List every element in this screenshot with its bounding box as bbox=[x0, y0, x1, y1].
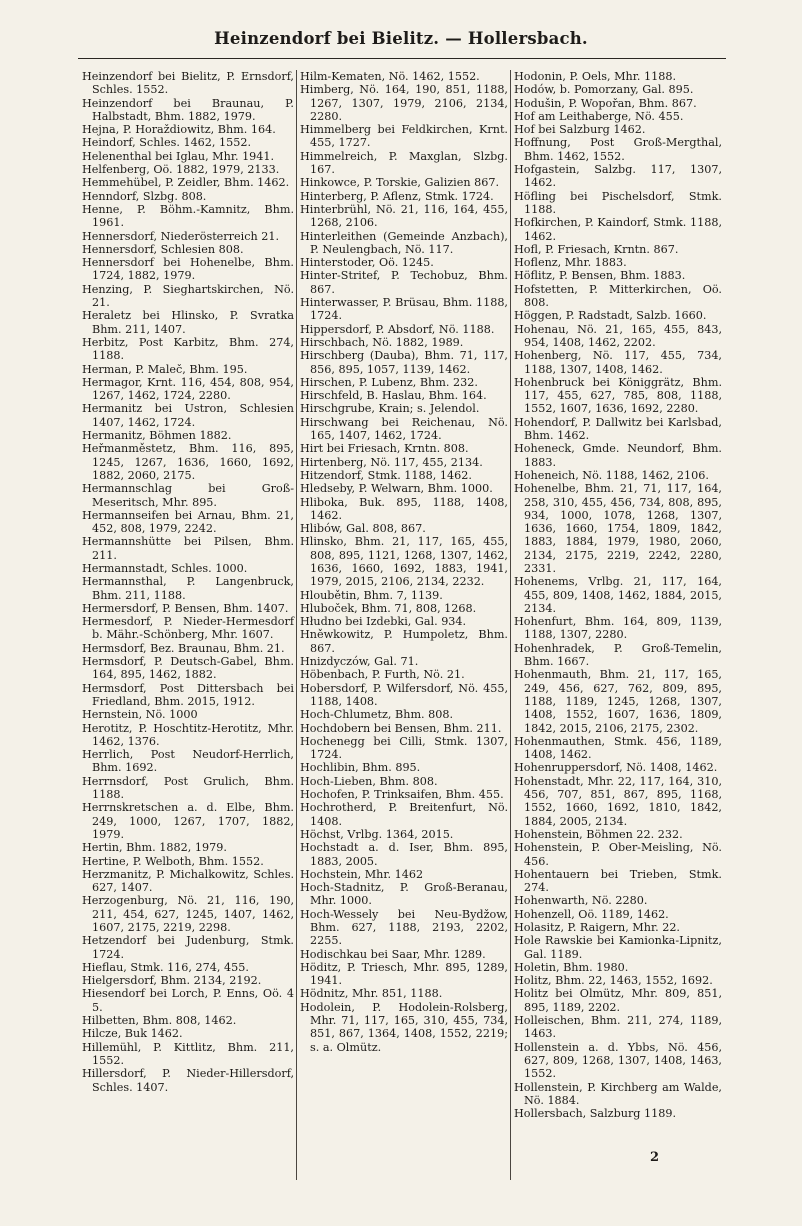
column-middle bbox=[296, 70, 510, 1180]
index-entry: Hněwkowitz, P. Humpoletz, Bhm. 867. bbox=[300, 628, 508, 655]
index-entry: Hillemühl, P. Kittlitz, Bhm. 211, 1552. bbox=[82, 1040, 294, 1067]
index-entry: Hofstetten, P. Mitterkirchen, Oö. 808. bbox=[514, 282, 722, 310]
index-entry: Hodischkau bei Saar, Mhr. 1289. bbox=[300, 947, 486, 961]
index-entry: Hilm-Kematen, Nö. 1462, 1552. bbox=[300, 70, 480, 83]
index-entry: Hirschfeld, B. Haslau, Bhm. 164. bbox=[300, 389, 487, 403]
index-entry: Höchst, Vrlbg. 1364, 2015. bbox=[300, 827, 454, 841]
index-entry: Henzing, P. Sieghartskirchen, Nö. 21. bbox=[82, 282, 294, 310]
index-entry: Hohenstein, Böhmen 22. 232. bbox=[514, 827, 683, 841]
index-entry: Hodušin, P. Wopořan, Bhm. 867. bbox=[514, 96, 697, 110]
index-entry: Heinzendorf bei Braunau, P. Halbstadt, Bhm. 1882, 1979. bbox=[82, 96, 294, 123]
index-entry: Hłudno bei Izdebki, Gal. 934. bbox=[300, 615, 467, 629]
index-entry: Hnizdyczów, Gal. 71. bbox=[300, 655, 419, 669]
index-entry: Hofkirchen, P. Kaindorf, Stmk. 1188, 1462. bbox=[514, 216, 722, 243]
index-entry: Hirt bei Friesach, Krntn. 808. bbox=[300, 442, 469, 456]
column-left bbox=[82, 70, 296, 1180]
index-entry: Hlinsko, Bhm. 21, 117, 165, 455, 808, 895, 1121, 1268, 1307, 1462, 1636, 1660, 1692, 1883, 1941, 1979, 2015, 2106, 2134, 2232. bbox=[300, 535, 508, 589]
index-entry: Hermsdorf, Post Dittersbach bei Friedland, Bhm. 2015, 1912. bbox=[82, 681, 294, 708]
index-entry: Helenenthal bei Iglau, Mhr. 1941. bbox=[82, 149, 275, 163]
index-entry: Hoflenz, Mhr. 1883. bbox=[514, 256, 627, 270]
index-entry: Hoch-Wessely bei Neu-Bydžow, Bhm. 627, 1188, 2193, 2202, 2255. bbox=[300, 907, 508, 948]
index-entry: Helfenberg, Oö. 1882, 1979, 2133. bbox=[82, 163, 280, 177]
index-entry: Hodolein, P. Hodolein-Rolsberg, Mhr. 71, 117, 165, 310, 455, 734, 851, 867, 1364, 1408, 1552, 2219; s. a. Olmütz. bbox=[300, 1000, 508, 1054]
index-entry: Herotitz, P. Hoschtitz-Herotitz, Mhr. 1462, 1376. bbox=[82, 721, 294, 748]
index-entry: Hermesdorf, P. Nieder-Hermesdorf b. Mähr.-Schönberg, Mhr. 1607. bbox=[82, 615, 294, 642]
index-entry: Höditz, P. Triesch, Mhr. 895, 1289, 1941. bbox=[300, 960, 508, 988]
index-entry: Hermannsthal, P. Langenbruck, Bhm. 211, 1188. bbox=[82, 575, 294, 602]
index-entry: Hirschberg (Dauba), Bhm. 71, 117, 856, 895, 1057, 1139, 1462. bbox=[300, 349, 508, 376]
index-entry: Hertine, P. Welboth, Bhm. 1552. bbox=[82, 854, 264, 868]
index-entry: Holetin, Bhm. 1980. bbox=[514, 960, 629, 974]
index-entry: Hermanitz bei Ustron, Schlesien 1407, 1462, 1724. bbox=[82, 402, 294, 429]
index-entry: Hof bei Salzburg 1462. bbox=[514, 123, 646, 137]
index-entry: Hohenfurt, Bhm. 164, 809, 1139, 1188, 1307, 2280. bbox=[514, 615, 722, 642]
index-entry: Holitz, Bhm. 22, 1463, 1552, 1692. bbox=[514, 974, 713, 988]
index-entry: Herrnskretschen a. d. Elbe, Bhm. 249, 1000, 1267, 1707, 1882, 1979. bbox=[82, 801, 294, 841]
index-entry: Hemmehübel, P. Zeidler, Bhm. 1462. bbox=[82, 176, 290, 190]
index-entry: Hielgersdorf, Bhm. 2134, 2192. bbox=[82, 974, 262, 988]
index-entry: Hohenstein, P. Ober-Meisling, Nö. 456. bbox=[514, 841, 722, 868]
index-entry: Hermannseifen bei Arnau, Bhm. 21, 452, 808, 1979, 2242. bbox=[82, 508, 294, 536]
index-entry: Hinterstoder, Oö. 1245. bbox=[300, 256, 434, 270]
index-entry: Heřmanměstetz, Bhm. 116, 895, 1245, 1267, 1636, 1660, 1692, 1882, 2060, 2175. bbox=[82, 442, 294, 482]
index-entry: Höflitz, P. Bensen, Bhm. 1883. bbox=[514, 269, 686, 283]
index-entry: Hochrotherd, P. Breitenfurt, Nö. 1408. bbox=[300, 801, 508, 828]
index-entry: Hohenzell, Oö. 1189, 1462. bbox=[514, 907, 669, 921]
index-entry: Himmelreich, P. Maxglan, Slzbg. 167. bbox=[300, 149, 508, 177]
index-entry: Hoheneck, Gmde. Neundorf, Bhm. 1883. bbox=[514, 442, 722, 469]
index-entry: Heinzendorf bei Bielitz, P. Ernsdorf, Schles. 1552. bbox=[82, 70, 294, 97]
index-entry: Hilcze, Buk 1462. bbox=[82, 1027, 183, 1041]
index-entry: Hohenmauthen, Stmk. 456, 1189, 1408, 1462. bbox=[514, 734, 722, 762]
index-entry: Hochlibin, Bhm. 895. bbox=[300, 761, 421, 775]
index-entry: Hirschbach, Nö. 1882, 1989. bbox=[300, 335, 464, 349]
index-entry: Hermanitz, Böhmen 1882. bbox=[82, 429, 232, 443]
index-entry: Hejna, P. Horaždiowitz, Bhm. 164. bbox=[82, 123, 276, 137]
index-entry: Hoch-Chlumetz, Bhm. 808. bbox=[300, 708, 454, 722]
index-entry: Hochstadt a. d. Iser, Bhm. 895, 1883, 2005. bbox=[300, 841, 508, 868]
index-entry: Hermersdorf, P. Bensen, Bhm. 1407. bbox=[82, 601, 289, 615]
page-header bbox=[0, 29, 802, 48]
index-entry: Hodonin, P. Oels, Mhr. 1188. bbox=[514, 70, 677, 83]
index-entry: Holitz bei Olmütz, Mhr. 809, 851, 895, 1189, 2202. bbox=[514, 987, 722, 1014]
index-entry: Hennersdorf, Niederösterreich 21. bbox=[82, 229, 280, 243]
index-entry: Hohenruppersdorf, Nö. 1408, 1462. bbox=[514, 761, 718, 775]
index-entry: Hohendorf, P. Dallwitz bei Karlsbad, Bhm. 1462. bbox=[514, 415, 722, 443]
index-entry: Höbenbach, P. Furth, Nö. 21. bbox=[300, 668, 465, 682]
index-entry: Hliboka, Buk. 895, 1188, 1408, 1462. bbox=[300, 495, 508, 522]
index-entry: Hinkowce, P. Torskie, Galizien 867. bbox=[300, 176, 500, 190]
index-entry: Henne, P. Böhm.-Kamnitz, Bhm. 1961. bbox=[82, 202, 294, 230]
index-entry: Hochenegg bei Cilli, Stmk. 1307, 1724. bbox=[300, 734, 508, 762]
index-entry: Heindorf, Schles. 1462, 1552. bbox=[82, 136, 252, 150]
index-entry: Hirtenberg, Nö. 117, 455, 2134. bbox=[300, 455, 483, 469]
index-entry: Hohenhradek, P. Groß-Temelin, Bhm. 1667. bbox=[514, 641, 722, 669]
index-entry: Hennersdorf bei Hohenelbe, Bhm. 1724, 1882, 1979. bbox=[82, 256, 294, 283]
index-entry: Höggen, P. Radstadt, Salzb. 1660. bbox=[514, 309, 707, 323]
index-entry: Hochdobern bei Bensen, Bhm. 211. bbox=[300, 721, 502, 735]
index-entry: Hernstein, Nö. 1000 bbox=[82, 708, 198, 722]
index-entry: Hoch-Stadnitz, P. Groß-Beranau, Mhr. 1000. bbox=[300, 881, 508, 908]
index-entry: Hennersdorf, Schlesien 808. bbox=[82, 242, 244, 256]
index-entry: Hinter-Stritef, P. Techobuz, Bhm. 867. bbox=[300, 269, 508, 296]
index-entry: Hohenstadt, Mhr. 22, 117, 164, 310, 456, 707, 851, 867, 895, 1168, 1552, 1660, 1692, 1810, 1842, 1884, 2005, 2134. bbox=[514, 774, 722, 828]
index-entry: Hohenmauth, Bhm. 21, 117, 165, 249, 456, 627, 762, 809, 895, 1188, 1189, 1245, 1268, 1307, 1408, 1552, 1607, 1636, 1809, 1842, 2015, 2106, 2175, 2302. bbox=[514, 668, 722, 735]
index-entry: Hinterleithen (Gemeinde Anzbach), P. Neulengbach, Nö. 117. bbox=[300, 229, 508, 256]
index-entry: Hochstein, Mhr. 1462 bbox=[300, 867, 424, 881]
index-entry: Hinterberg, P. Aflenz, Stmk. 1724. bbox=[300, 189, 494, 203]
page-number: 2 bbox=[650, 1150, 660, 1165]
index-entry: Henndorf, Slzbg. 808. bbox=[82, 189, 207, 203]
index-entry: Hledseby, P. Welwarn, Bhm. 1000. bbox=[300, 482, 493, 496]
index-entry: Heraletz bei Hlinsko, P. Svratka Bhm. 211, 1407. bbox=[82, 309, 294, 336]
index-entry: Hödnitz, Mhr. 851, 1188. bbox=[300, 987, 443, 1001]
index-entry: Hollenstein a. d. Ybbs, Nö. 456, 627, 809, 1268, 1307, 1408, 1463, 1552. bbox=[514, 1040, 722, 1081]
index-entry: Hirschgrube, Krain; s. Jelendol. bbox=[300, 402, 480, 416]
index-entry: Hippersdorf, P. Absdorf, Nö. 1188. bbox=[300, 322, 495, 336]
index-entry: Hoheneich, Nö. 1188, 1462, 2106. bbox=[514, 468, 709, 482]
index-entry: Hole Rawskie bei Kamionka-Lipnitz, Gal. 1189. bbox=[514, 934, 722, 961]
index-entry: Hermsdorf, Bez. Braunau, Bhm. 21. bbox=[82, 641, 285, 655]
index-entry: Herrlich, Post Neudorf-Herrlich, Bhm. 1692. bbox=[82, 748, 294, 775]
index-entry: Hilbetten, Bhm. 808, 1462. bbox=[82, 1014, 237, 1028]
running-head-title: Heinzendorf bei Bielitz. — Hollersbach. bbox=[214, 29, 588, 48]
index-entry: Hohenwarth, Nö. 2280. bbox=[514, 894, 648, 908]
index-entry: Hinterbrühl, Nö. 21, 116, 164, 455, 1268, 2106. bbox=[300, 202, 508, 230]
index-entry: Hermannstadt, Schles. 1000. bbox=[82, 561, 248, 575]
index-entry: Hofl, P. Friesach, Krntn. 867. bbox=[514, 242, 679, 256]
index-entry: Hohenems, Vrlbg. 21, 117, 164, 455, 809, 1408, 1462, 1884, 2015, 2134. bbox=[514, 575, 722, 615]
index-entry: Hetzendorf bei Judenburg, Stmk. 1724. bbox=[82, 934, 294, 961]
index-entry: Hertin, Bhm. 1882, 1979. bbox=[82, 841, 227, 855]
header-rule bbox=[78, 58, 726, 59]
index-entry: Herrnsdorf, Post Grulich, Bhm. 1188. bbox=[82, 774, 294, 802]
index-entry: Hohenelbe, Bhm. 21, 71, 117, 164, 258, 310, 455, 456, 734, 808, 895, 934, 1000, 1078, 1268, 1307, 1636, 1660, 1754, 1809, 1842, 1883, 1884, 1979, 1980, 2060, 2134, 2175, 2219, 2242, 2280, 2331. bbox=[514, 482, 722, 575]
index-columns bbox=[82, 70, 730, 1180]
index-entry: Hodów, b. Pomorzany, Gal. 895. bbox=[514, 83, 694, 97]
index-entry: Hofgastein, Salzbg. 117, 1307, 1462. bbox=[514, 163, 722, 190]
index-entry: Hermagor, Krnt. 116, 454, 808, 954, 1267, 1462, 1724, 2280. bbox=[82, 375, 294, 403]
index-entry: Hlibów, Gal. 808, 867. bbox=[300, 522, 426, 536]
index-entry: Hoffnung, Post Groß-Mergthal, Bhm. 1462, 1552. bbox=[514, 136, 722, 163]
index-entry: Hillersdorf, P. Nieder-Hillersdorf, Schles. 1407. bbox=[82, 1067, 294, 1094]
index-entry: Hermannshütte bei Pilsen, Bhm. 211. bbox=[82, 535, 294, 562]
index-entry: Hiesendorf bei Lorch, P. Enns, Oö. 4 5. bbox=[82, 987, 294, 1014]
index-entry: Herzmanitz, P. Michalkowitz, Schles. 627, 1407. bbox=[82, 867, 294, 895]
index-entry: Hohenau, Nö. 21, 165, 455, 843, 954, 1408, 1462, 2202. bbox=[514, 322, 722, 349]
index-entry: Hobersdorf, P. Wilfersdorf, Nö. 455, 1188, 1408. bbox=[300, 681, 508, 708]
index-entry: Herzogenburg, Nö. 21, 116, 190, 211, 454, 627, 1245, 1407, 1462, 1607, 2175, 2219, 2298. bbox=[82, 894, 294, 934]
column-right bbox=[510, 70, 724, 1180]
index-entry: Holleischen, Bhm. 211, 274, 1189, 1463. bbox=[514, 1014, 722, 1041]
index-entry: Hof am Leithaberge, Nö. 455. bbox=[514, 109, 684, 123]
index-entry: Hoch-Lieben, Bhm. 808. bbox=[300, 774, 438, 788]
index-entry: Hohentauern bei Trieben, Stmk. 274. bbox=[514, 867, 722, 895]
index-entry: Hermsdorf, P. Deutsch-Gabel, Bhm. 164, 895, 1462, 1882. bbox=[82, 655, 294, 682]
index-entry: Hirschen, P. Lubenz, Bhm. 232. bbox=[300, 375, 478, 389]
index-entry: Himberg, Nö. 164, 190, 851, 1188, 1267, 1307, 1979, 2106, 2134, 2280. bbox=[300, 83, 508, 123]
index-entry: Herman, P. Maleč, Bhm. 195. bbox=[82, 362, 248, 376]
index-entry: Hluboček, Bhm. 71, 808, 1268. bbox=[300, 601, 477, 615]
index-entry: Hinterwasser, P. Brüsau, Bhm. 1188, 1724. bbox=[300, 296, 508, 323]
index-entry: Hochofen, P. Trinksaifen, Bhm. 455. bbox=[300, 788, 504, 802]
index-entry: Herbitz, Post Karbitz, Bhm. 274, 1188. bbox=[82, 335, 294, 363]
index-entry: Holasitz, P. Raigern, Mhr. 22. bbox=[514, 921, 680, 934]
index-entry: Höfling bei Pischelsdorf, Stmk. 1188. bbox=[514, 189, 722, 216]
index-entry: Hollersbach, Salzburg 1189. bbox=[514, 1107, 677, 1121]
index-entry: Hirschwang bei Reichenau, Nö. 165, 1407, 1462, 1724. bbox=[300, 415, 508, 443]
index-entry: Hermannschlag bei Groß-Meseritsch, Mhr. 895. bbox=[82, 482, 294, 509]
index-entry: Himmelberg bei Feldkirchen, Krnt. 455, 1727. bbox=[300, 123, 508, 150]
index-entry: Hieflau, Stmk. 116, 274, 455. bbox=[82, 960, 249, 974]
index-entry: Hollenstein, P. Kirchberg am Walde, Nö. 1884. bbox=[514, 1080, 722, 1107]
index-entry: Hloubětin, Bhm. 7, 1139. bbox=[300, 588, 443, 602]
index-entry: Hohenberg, Nö. 117, 455, 734, 1188, 1307, 1408, 1462. bbox=[514, 349, 722, 376]
index-entry: Hohenbruck bei Königgrätz, Bhm. 117, 455, 627, 785, 808, 1188, 1552, 1607, 1636, 1692, 2280. bbox=[514, 375, 722, 416]
index-entry: Hitzendorf, Stmk. 1188, 1462. bbox=[300, 468, 472, 482]
